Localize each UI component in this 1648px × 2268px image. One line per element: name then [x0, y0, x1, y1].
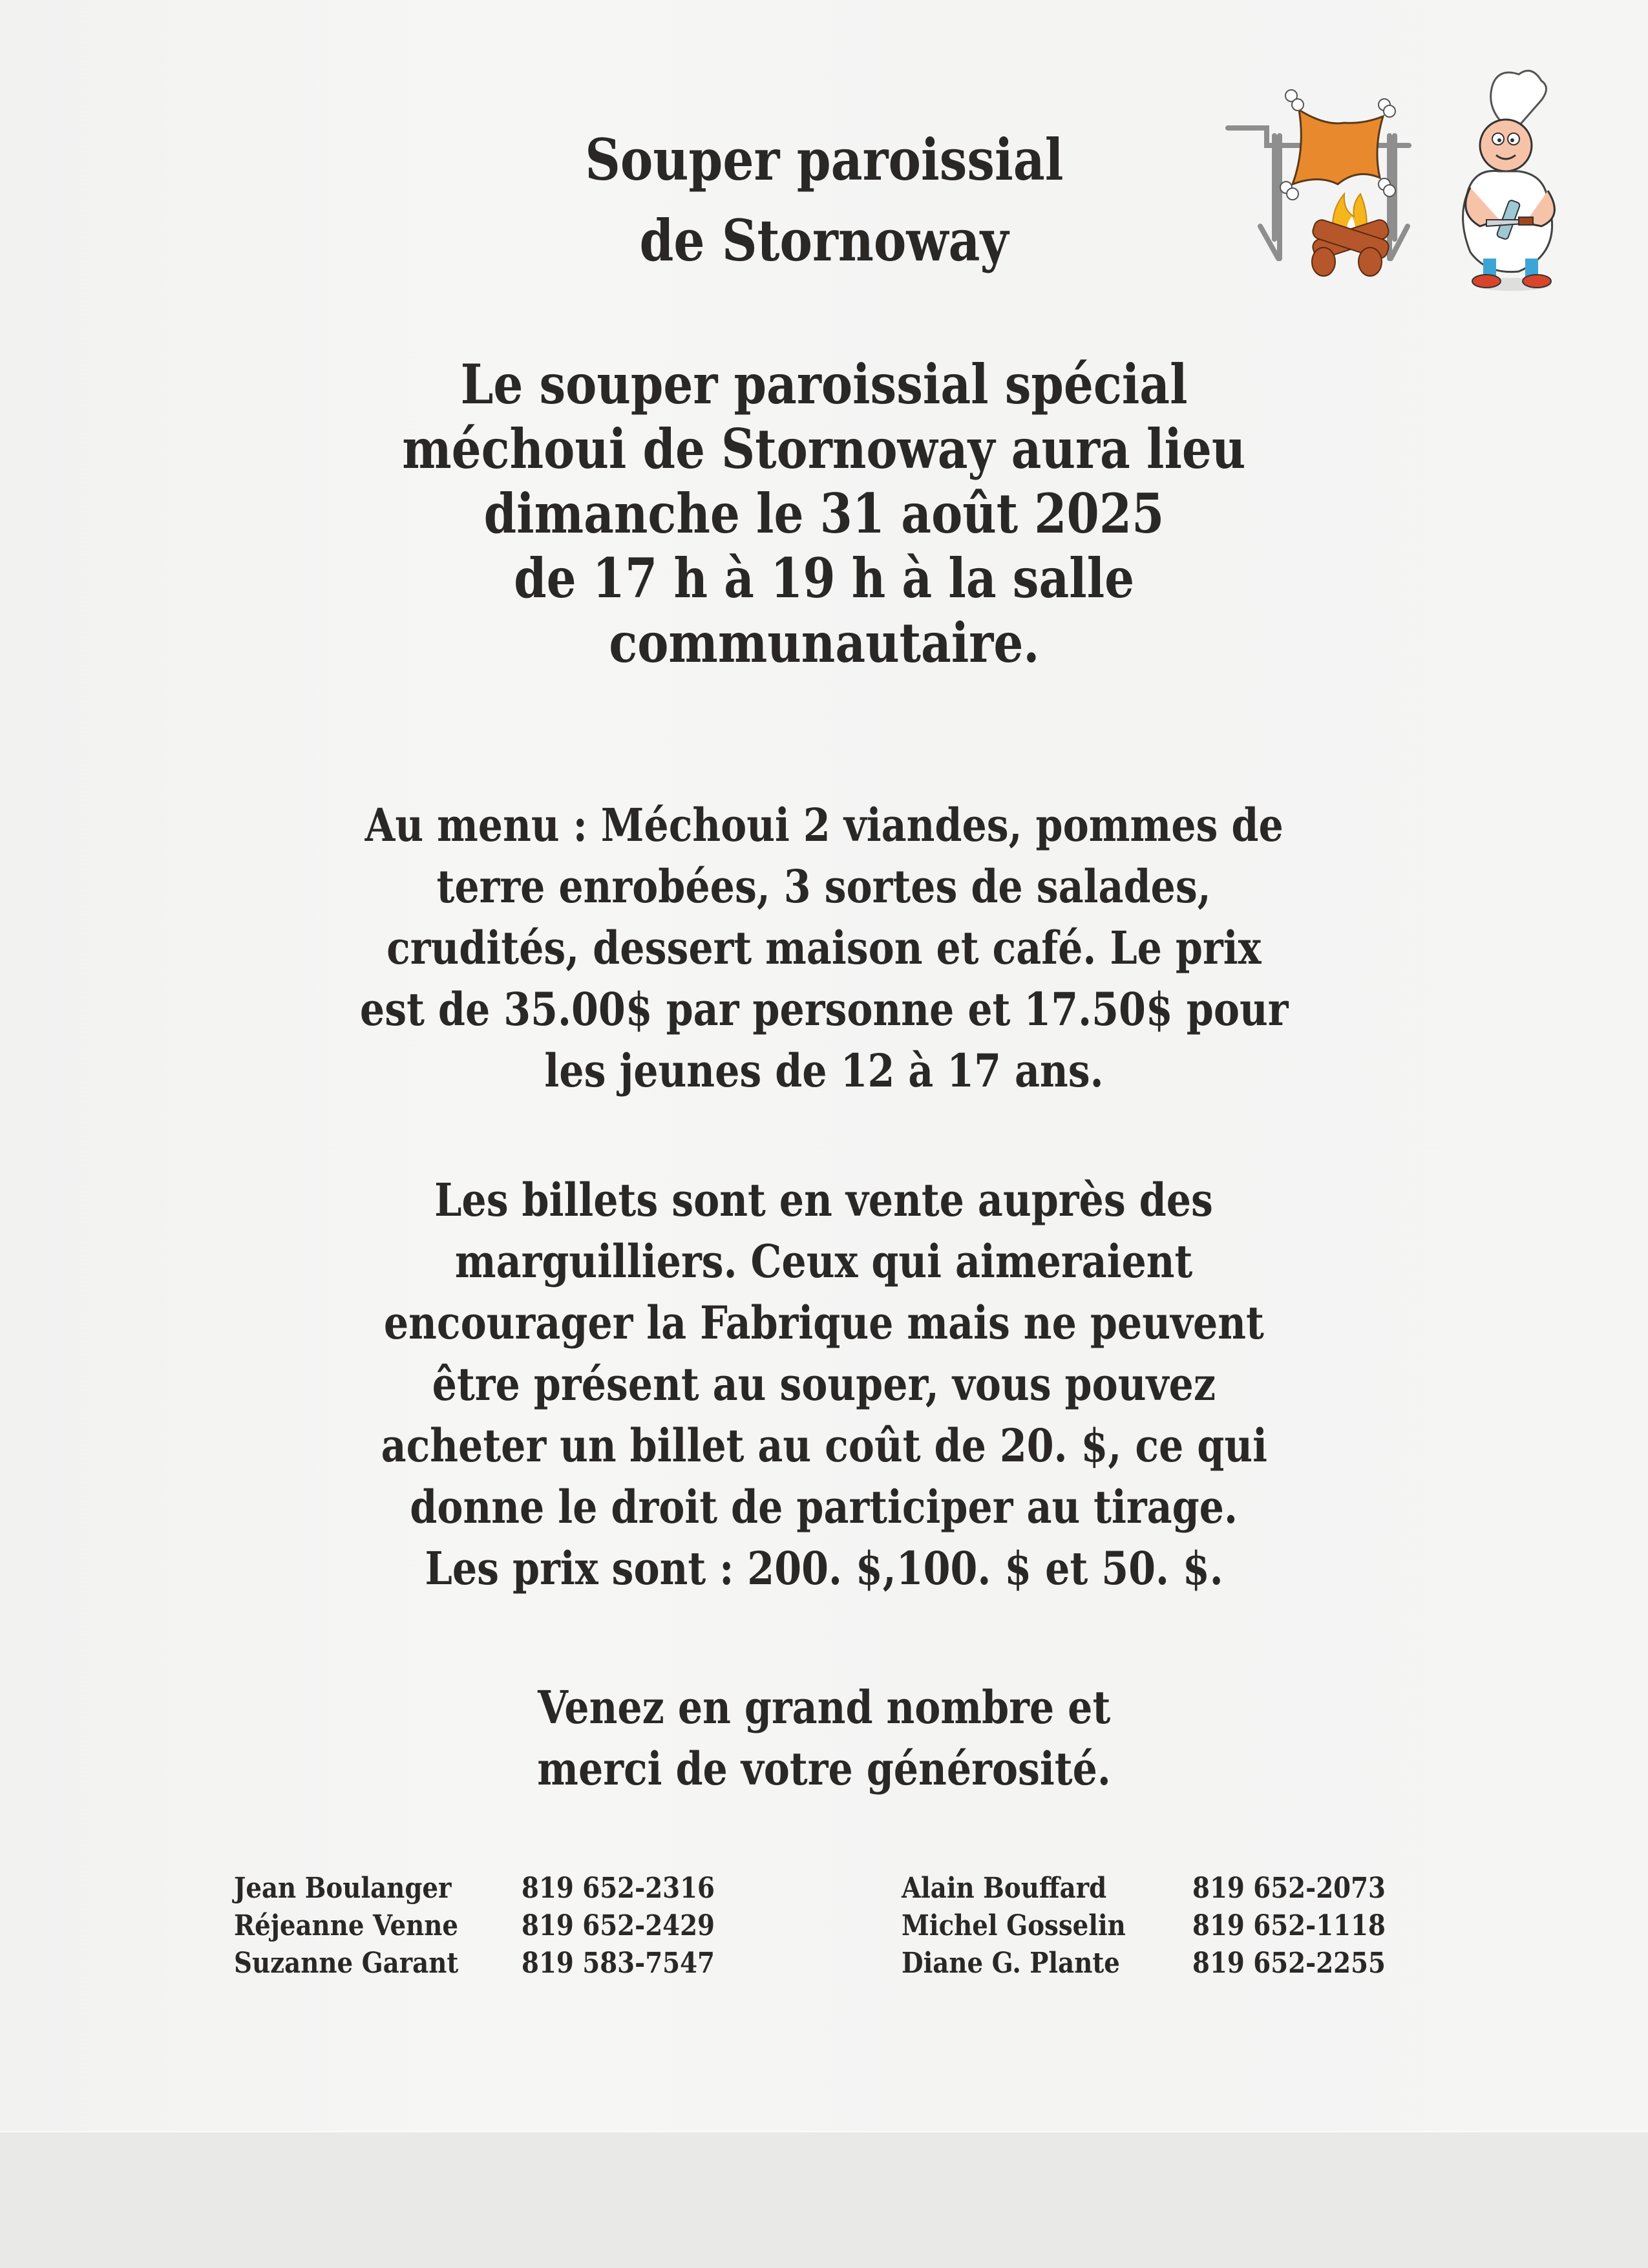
contact-phone: 819 652-2316	[522, 1872, 715, 1905]
contact-name: Jean Boulanger	[234, 1872, 452, 1905]
tickets-text: donne le droit de participer au tirage.	[410, 1480, 1238, 1534]
tickets-line	[0, 1419, 1648, 1472]
menu-text: les jeunes de 12 à 17 ans.	[544, 1044, 1104, 1097]
tickets-text: Les billets sont en vente auprès des	[434, 1173, 1214, 1227]
contacts-right	[902, 1870, 1412, 1982]
announcement-line	[0, 611, 1648, 675]
contact-phone: 819 652-1118	[1192, 1909, 1386, 1942]
announcement-text: de 17 h à 19 h à la salle	[514, 546, 1134, 610]
contact-name: Réjeanne Venne	[234, 1909, 459, 1942]
tickets-text: encourager la Fabrique mais ne peuvent	[384, 1296, 1264, 1350]
contact-name: Alain Bouffard	[902, 1872, 1107, 1905]
contact-row	[902, 1907, 1412, 1945]
menu-text: est de 35.00$ par personne et 17.50$ pour	[359, 982, 1289, 1036]
closing-line	[0, 1680, 1648, 1734]
menu-line	[0, 921, 1648, 975]
contact-phone: 819 652-2429	[522, 1909, 715, 1942]
contact-name: Diane G. Plante	[902, 1947, 1120, 1980]
menu-line	[0, 860, 1648, 913]
announcement-line	[0, 546, 1648, 610]
tickets-text: être présent au souper, vous pouvez	[432, 1357, 1216, 1411]
tickets-line	[0, 1542, 1648, 1595]
contact-row	[902, 1870, 1412, 1907]
closing-text: Venez en grand nombre et	[537, 1680, 1111, 1734]
contact-name: Suzanne Garant	[234, 1947, 459, 1980]
mechoui-chef-illustration-icon	[1215, 65, 1577, 297]
tickets-line	[0, 1480, 1648, 1534]
announcement-text: Le souper paroissial spécial	[460, 352, 1188, 416]
contact-row	[234, 1870, 741, 1907]
contact-row	[234, 1945, 741, 1982]
contact-name: Michel Gosselin	[902, 1909, 1126, 1942]
announcement-line	[0, 482, 1648, 546]
tickets-line	[0, 1357, 1648, 1411]
contacts-left	[234, 1870, 741, 1982]
menu-line	[0, 1044, 1648, 1097]
contact-phone: 819 583-7547	[522, 1947, 715, 1980]
announcement-text: communautaire.	[608, 611, 1040, 675]
contact-phone: 819 652-2255	[1192, 1947, 1386, 1980]
closing-text: merci de votre générosité.	[537, 1742, 1111, 1796]
tickets-text: marguilliers. Ceux qui aimeraient	[455, 1235, 1193, 1288]
contact-row	[234, 1907, 741, 1945]
tickets-line	[0, 1296, 1648, 1350]
contact-phone: 819 652-2073	[1192, 1872, 1386, 1905]
title-text: Souper paroissial	[584, 126, 1064, 193]
tickets-text: Les prix sont : 200. $,100. $ et 50. $.	[425, 1542, 1223, 1595]
contact-row	[902, 1945, 1412, 1982]
menu-text: crudités, dessert maison et café. Le prix	[386, 921, 1262, 975]
announcement-text: dimanche le 31 août 2025	[483, 482, 1165, 546]
menu-text: terre enrobées, 3 sortes de salades,	[436, 860, 1212, 913]
menu-line	[0, 798, 1648, 852]
tickets-line	[0, 1235, 1648, 1288]
title-text: de Stornoway	[639, 207, 1009, 274]
tickets-text: acheter un billet au coût de 20. $, ce qui	[381, 1419, 1267, 1472]
tickets-line	[0, 1173, 1648, 1227]
menu-line	[0, 982, 1648, 1036]
scanner-bed-margin	[0, 2131, 1648, 2268]
announcement-line	[0, 352, 1648, 416]
announcement-line	[0, 417, 1648, 481]
announcement-text: méchoui de Stornoway aura lieu	[402, 417, 1246, 481]
closing-line	[0, 1742, 1648, 1796]
menu-text: Au menu : Méchoui 2 viandes, pommes de	[364, 798, 1284, 852]
